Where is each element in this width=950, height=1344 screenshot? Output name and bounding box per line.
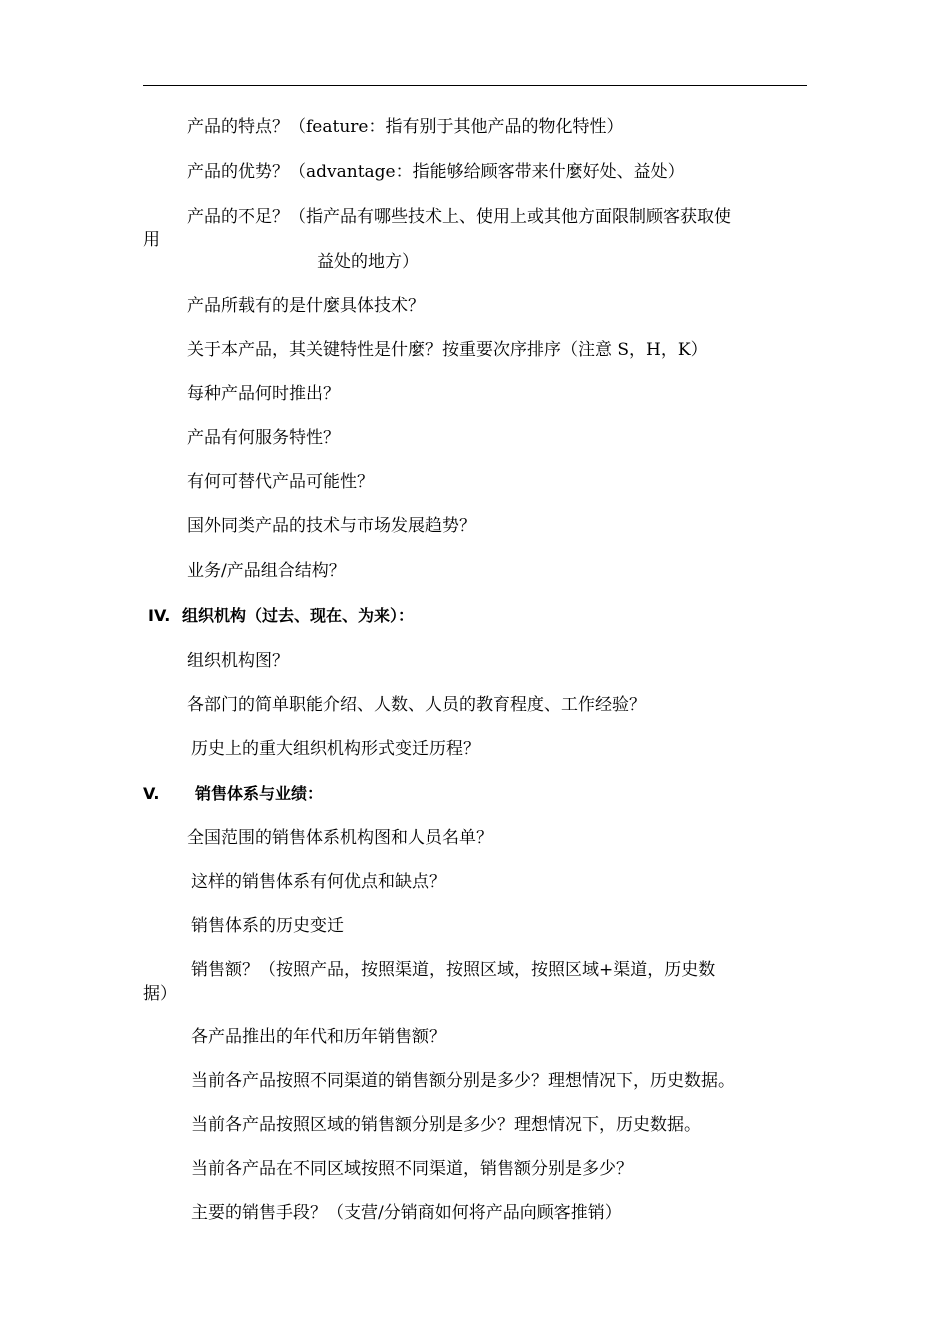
product-item-feature: 产品的特点？（feature：指有别于其他产品的物化特性） [187, 117, 624, 137]
section-5-item: 主要的销售手段？（支营/分销商如何将产品向顾客推销） [191, 1203, 622, 1223]
product-item-service: 产品有何服务特性？ [187, 428, 340, 448]
product-item-advantage: 产品的优势？（advantage：指能够给顾客带来什麼好处、益处） [187, 162, 685, 182]
section-4-title: 组织机构（过去、现在、为来）： [181, 606, 414, 625]
section-5-number: V. [143, 784, 160, 803]
section-5-item-sales-wrap: 据） [143, 984, 177, 1004]
header-rule [143, 85, 807, 86]
section-4-number: IV. [148, 606, 171, 625]
product-item-weakness-wrap: 用 [143, 230, 160, 250]
product-item-key-features: 关于本产品，其关键特性是什麼？按重要次序排序（注意 S，H，K） [187, 340, 708, 360]
product-item-weakness: 产品的不足？（指产品有哪些技术上、使用上或其他方面限制顾客获取使 [187, 207, 731, 227]
section-4-item: 各部门的简单职能介绍、人数、人员的教育程度、工作经验？ [187, 695, 646, 715]
product-item-weakness-cont: 益处的地方） [317, 252, 419, 272]
product-item-substitutes: 有何可替代产品可能性？ [187, 472, 374, 492]
section-5-item-sales: 销售额？（按照产品，按照渠道，按照区域，按照区域+渠道，历史数 [191, 960, 716, 980]
product-item-technology: 产品所载有的是什麼具体技术？ [187, 296, 425, 316]
product-item-foreign-trends: 国外同类产品的技术与市场发展趋势？ [187, 516, 476, 536]
section-5-item: 当前各产品按照不同渠道的销售额分别是多少？理想情况下，历史数据。 [191, 1071, 735, 1091]
section-5-item: 当前各产品在不同区域按照不同渠道，销售额分别是多少？ [191, 1159, 633, 1179]
section-5-item: 各产品推出的年代和历年销售额？ [191, 1027, 446, 1047]
section-4-item: 历史上的重大组织机构形式变迁历程？ [191, 739, 480, 759]
section-5-item: 销售体系的历史变迁 [191, 916, 344, 936]
section-4-heading [148, 605, 414, 627]
section-4-item: 组织机构图？ [187, 651, 289, 671]
product-item-launch-time: 每种产品何时推出？ [187, 384, 340, 404]
section-5-item: 全国范围的销售体系机构图和人员名单？ [187, 828, 493, 848]
section-5-title: 销售体系与业绩： [195, 784, 324, 803]
section-5-heading [143, 783, 323, 805]
product-item-portfolio: 业务/产品组合结构？ [187, 561, 346, 581]
section-5-item: 当前各产品按照区域的销售额分别是多少？理想情况下，历史数据。 [191, 1115, 701, 1135]
section-5-item: 这样的销售体系有何优点和缺点？ [191, 872, 446, 892]
